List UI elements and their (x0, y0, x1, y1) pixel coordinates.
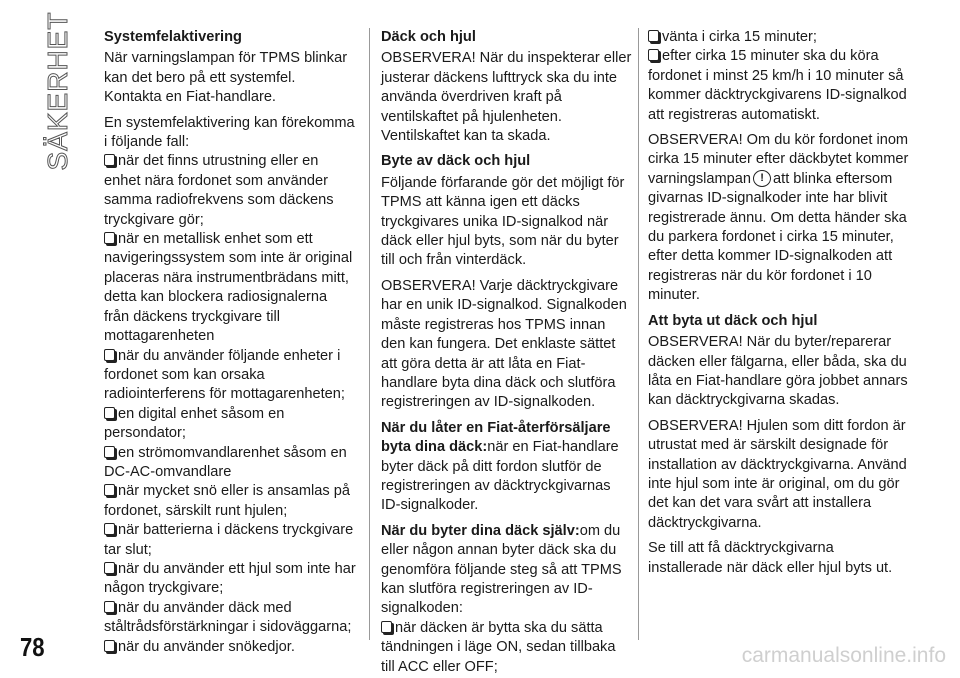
page-number: 78 (20, 632, 45, 662)
tire-pressure-warning-icon: ! (753, 170, 771, 187)
column-3 (648, 28, 910, 584)
bullet-box-icon (104, 523, 115, 535)
paragraph: Se till att få däcktryckgivarna installerade när däck eller hjul byts ut. (648, 540, 893, 576)
list-item: när det finns utrustning eller en enhet nära fordonet som använder samma radiofrekvens som däckens tryckgivare gör; (104, 153, 334, 228)
heading-systemfelaktivering: Systemfelaktivering (104, 29, 242, 45)
bullet-box-icon (648, 49, 659, 61)
paragraph: När du byter dina däck själv:om du eller någon annan byter däck ska du genomföra följande steg så att TPMS kan slutföra registreringen av ID-signalkoden: (381, 522, 622, 617)
section-side-title (33, 11, 83, 170)
paragraph: En systemfelaktivering kan förekomma i följande fall: (104, 114, 355, 151)
paragraph: Följande förfarande gör det möjligt för TPMS att känna igen ett däcks tryckgivares unika ID-signalkod när däck eller hjul byts, som när du byter till och från vinterdäck. (381, 174, 625, 269)
bullet-box-icon (104, 601, 115, 613)
list-item: en digital enhet såsom en persondator; (104, 405, 285, 442)
list-item: efter cirka 15 minuter ska du köra fordonet i minst 25 km/h i 10 minuter så kommer däcktryckgivarens ID-signalkod att registreras automatiskt. (648, 48, 907, 123)
list-item: när du använder ett hjul som inte har någon tryckgivare; (104, 560, 356, 597)
list-item: en strömomvandlarenhet såsom en DC-AC-omvandlare (104, 444, 347, 480)
list-item: när däcken är bytta ska du sätta tändningen i läge ON, sedan tillbaka till ACC eller OFF; (381, 619, 616, 675)
paragraph: När varningslampan för TPMS blinkar kan det bero på ett systemfel. Kontakta en Fiat-handlare. (104, 50, 348, 106)
list-item: när du använder snökedjor. (104, 638, 356, 657)
paragraph: OBSERVERA! När du inspekterar eller justerar däckens lufttryck ska du inte använda överdriven kraft på ventilskaftet på hjulenheten. Ventilskaftet kan ta skada. (381, 50, 632, 145)
column-2 (381, 28, 633, 677)
heading-dack-och-hjul: Däck och hjul (381, 29, 476, 45)
bullet-box-icon (104, 640, 115, 652)
bullet-box-icon (648, 30, 659, 42)
paragraph: OBSERVERA! Hjulen som ditt fordon är utrustat med är särskilt designade för installation av däcktryckgivarna. Använd inte hjul som inte är original, om du gör det kan det vara svårt att installera däcktryckgivarna. (648, 417, 907, 531)
heading-byte-av-dack: Byte av däck och hjul (381, 153, 531, 170)
list-item: när du använder följande enheter i fordonet som kan orsaka radiointerferens för mottagarenheten; (104, 347, 345, 403)
list-item: när du använder däck med ståltrådsförstärkningar i sidoväggarna; (104, 599, 352, 636)
paragraph: OBSERVERA! Om du kör fordonet inom cirka 15 minuter efter däckbytet kommer varningslampan ! att blinka eftersom givarnas ID-signalkoder inte har blivit registrerade ännu. Om detta händer ska du parkera fordonet i cirka 15 minuter, efter detta kommer ID-signalkoden att registreras när du kör fordonet i 10 minuter. (648, 132, 909, 304)
list-item: vänta i cirka 15 minuter; (648, 28, 910, 47)
bullet-box-icon (104, 446, 115, 458)
paragraph: När du låter en Fiat-återförsäljare byta dina däck:när en Fiat-handlare byter däck på ditt fordon slutför de registreringen av däcktryckgivarnas ID-signalkoder. (381, 419, 619, 514)
column-divider-2 (638, 28, 639, 640)
list-item: när en metallisk enhet som ett navigeringssystem som inte är original placeras nära instrumentbrädans mitt, detta kan blockera radiosignalerna från däckens tryckgivare till mottagarenheten (104, 231, 353, 345)
list-item: när mycket snö eller is ansamlas på fordonet, särskilt runt hjulen; (104, 483, 350, 519)
bullet-box-icon (104, 484, 115, 496)
section-side-title-text: SÄKERHET (42, 11, 73, 170)
bullet-box-icon (104, 562, 115, 574)
bullet-box-icon (104, 349, 115, 361)
watermark: carmanualsonline.info (741, 644, 946, 667)
bullet-box-icon (104, 154, 115, 166)
bullet-box-icon (104, 232, 115, 244)
bullet-box-icon (381, 621, 392, 633)
paragraph: OBSERVERA! Varje däcktryckgivare har en unik ID-signalkod. Signalkoden måste registreras hos TPMS innan den kan fungera. Det enklaste sättet att göra detta är att låta en Fiat-handlare byta dina däck och slutföra registreringen av ID-signalkoden. (381, 277, 627, 411)
bullet-box-icon (104, 407, 115, 419)
paragraph: OBSERVERA! När du byter/reparerar däcken eller fälgarna, eller båda, ska du låta en Fiat-handlare göra jobbet annars kan däcktryckgivarna skadas. (648, 334, 908, 409)
column-1 (104, 28, 356, 657)
list-item: när batterierna i däckens tryckgivare tar slut; (104, 522, 354, 558)
heading-att-byta-ut: Att byta ut däck och hjul (648, 312, 818, 329)
column-divider-1 (369, 28, 370, 640)
